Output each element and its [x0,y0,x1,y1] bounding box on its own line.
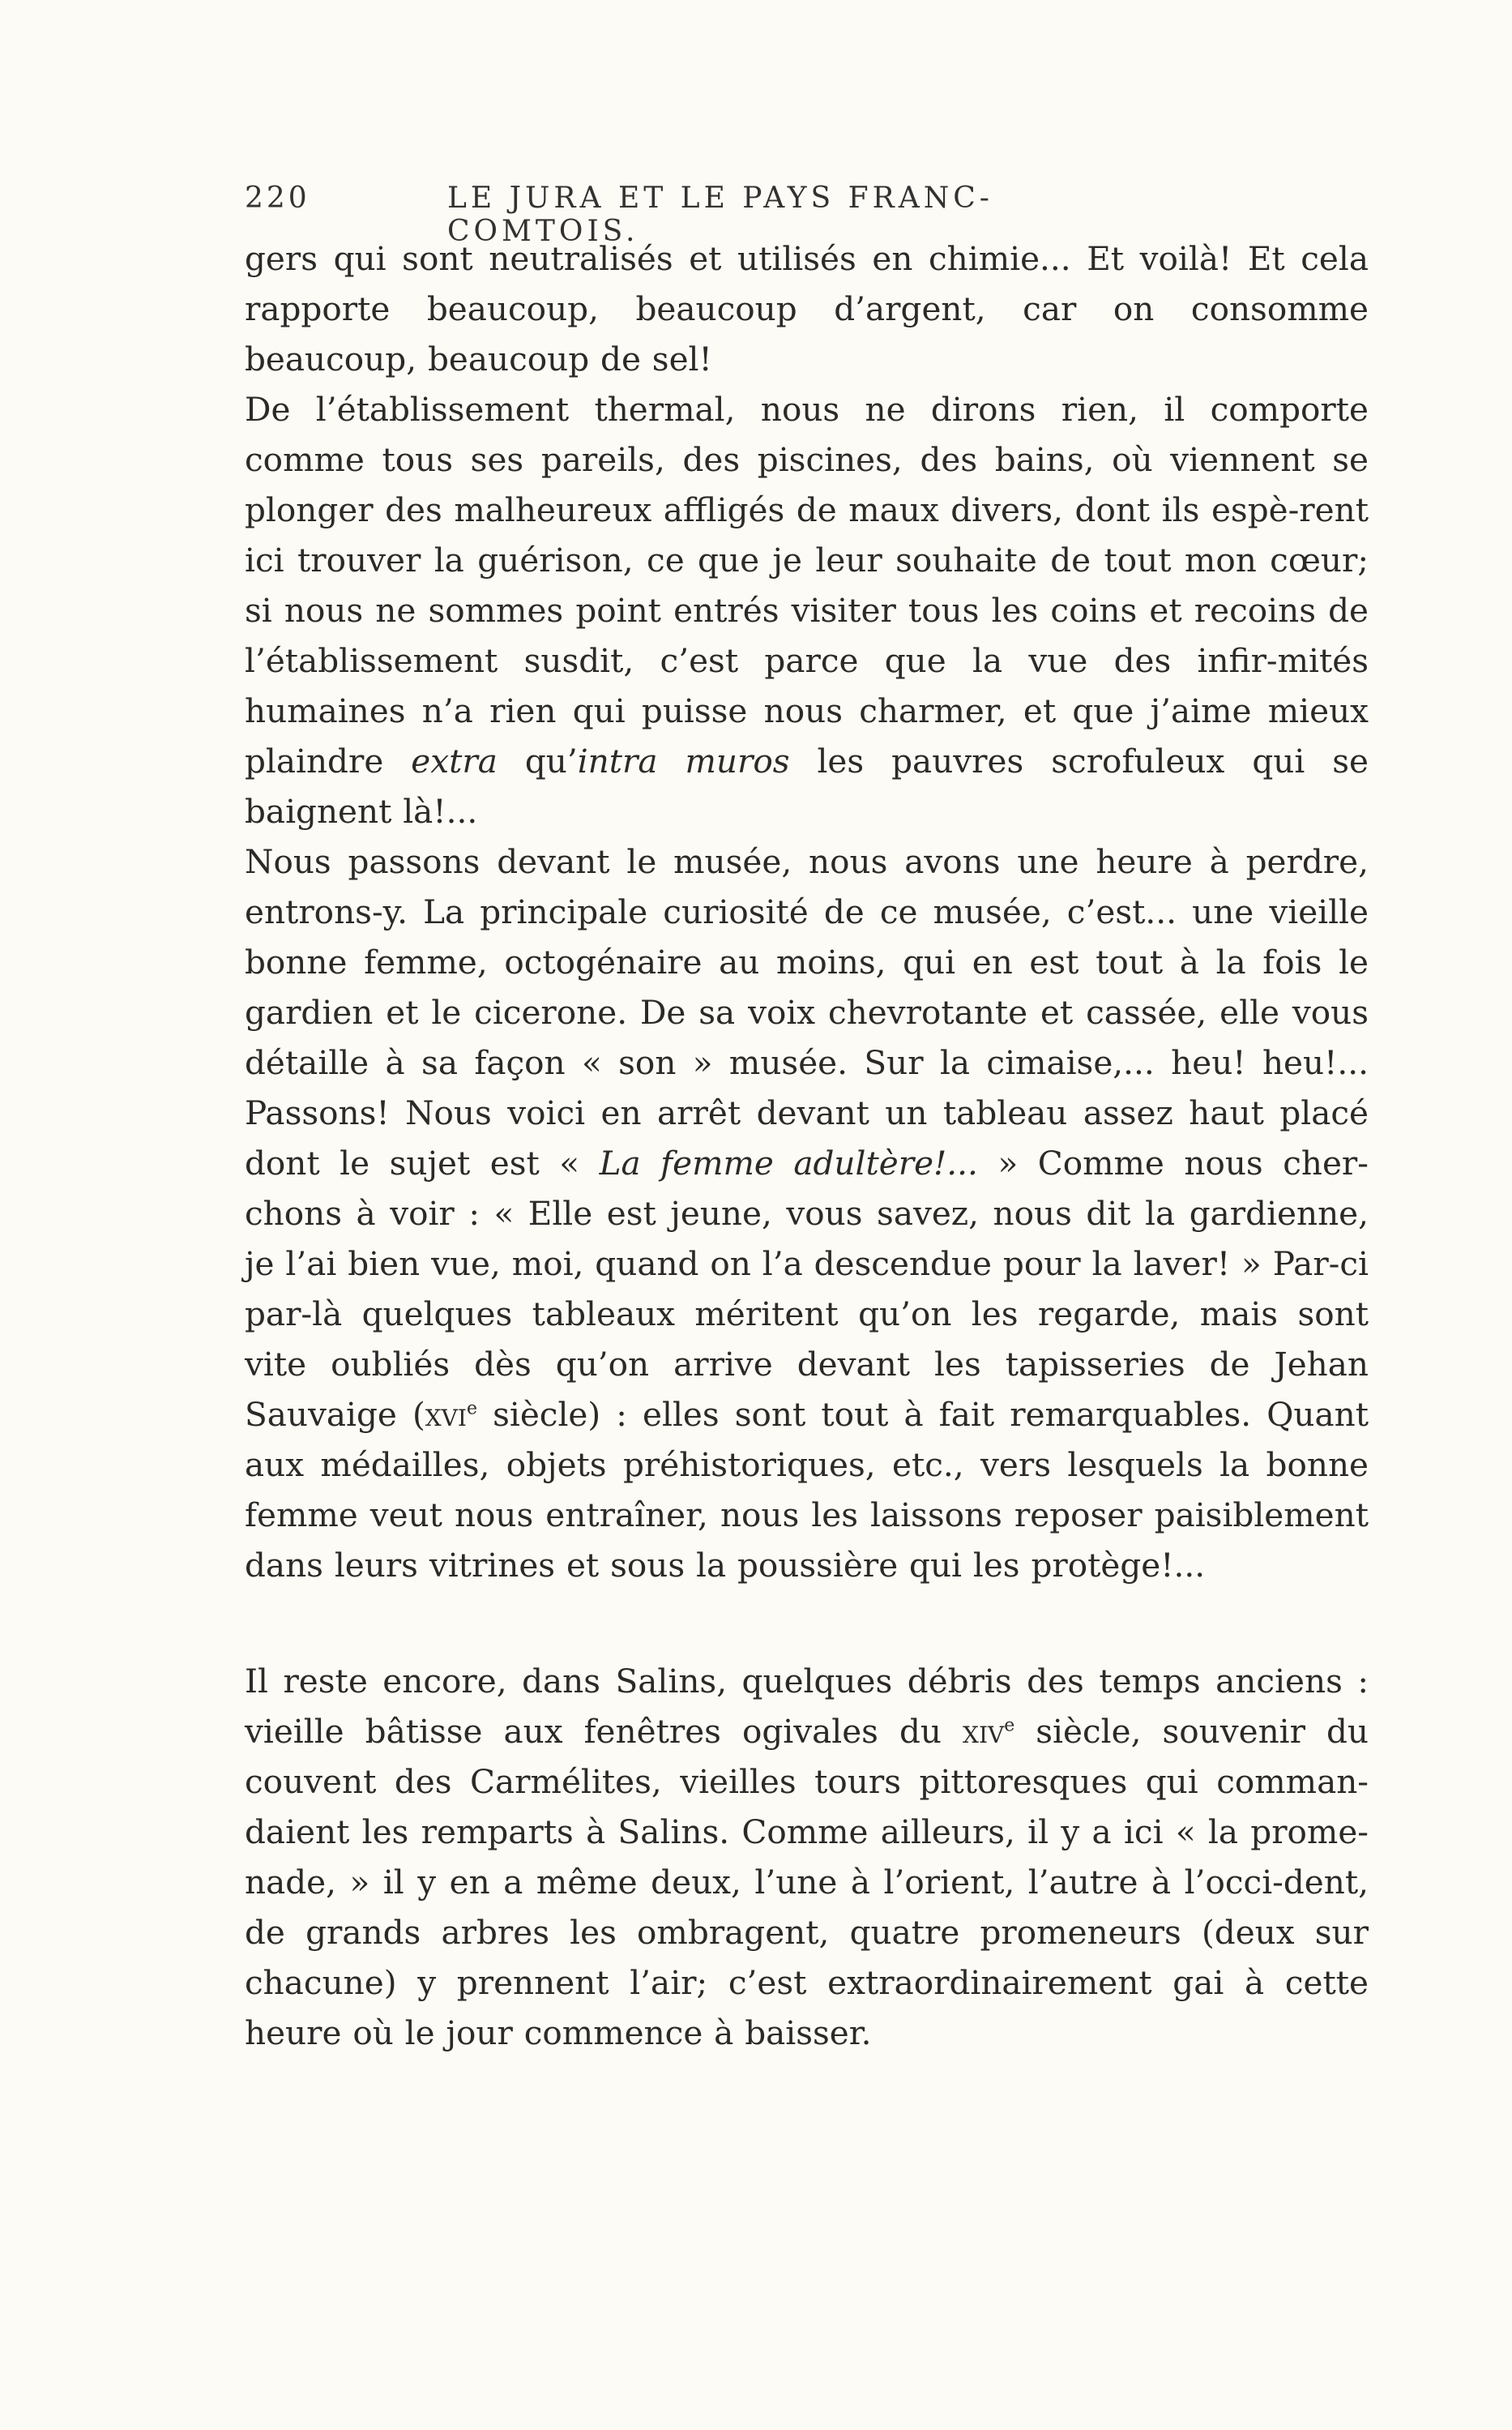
italic-painting-title: La femme adultère!... [599,1144,978,1183]
century-numeral: xvi [425,1395,467,1434]
italic-intra-muros: intra muros [577,742,790,781]
text-block-lower [245,1656,1369,2058]
museum-text-a: Nous passons devant le musée, nous avons une heure à perdre, entrons-y. La principale curiosité de ce musée, c’est... une vieille bonne femme, octogénaire au moins, qui en est tout à la fois le gardien et le cicerone. De sa voix chevrotante et cassée, elle vous détaille à sa façon « son » musée. Sur la cimaise,... heu! heu!... Passons! Nous voici en arrêt devant un tableau assez haut placé dont le sujet est « [245,842,1369,1183]
thermal-text-a: De l’établissement thermal, nous ne dirons rien, il comporte comme tous ses pareils, des piscines, des bains, où viennent se plonger des malheureux affligés de maux divers, dont ils espè-rent ici trouver la guérison, ce que je leur souhaite de tout mon cœur; si nous ne sommes point entrés visiter tous les coins et recoins de l’établissement susdit, c’est parce que la vue des infir-mités humaines n’a rien qui puisse nous charmer, et que j’aime mieux plaindre [245,390,1369,781]
salins-text-b: siècle, souvenir du couvent des Carmélites, vieilles tours pittoresques qui comman-daient les remparts à Salins. Comme ailleurs, il y a ici « la prome-nade, » il y en a même deux, l’une à l’orient, l’autre à l’occi-dent, de grands arbres les ombragent, quatre promeneurs (deux sur chacune) y prennent l’air; c’est extraordinairement gai à cette heure où le jour commence à baisser. [245,1712,1369,2052]
century-superscript: e [466,1398,477,1419]
museum-text-b: » Comme nous cher-chons à voir : « Elle est jeune, vous savez, nous dit la gardienne, je l’ai bien vue, moi, quand on l’a descendue pour la laver! » Par-ci par-là quelques tableaux méritent qu’on les regarde, mais sont vite oubliés dès qu’on arrive devant les tapisseries de Jehan Sauvaige ( [245,1144,1369,1434]
page-header [245,172,1173,248]
museum-text-c: siècle) : elles sont tout à fait remarquables. Quant aux médailles, objets préhistoriques, etc., vers lesquels la bonne femme veut nous entraîner, nous les laissons reposer paisiblement dans leurs vitrines et sous la poussière qui les protège!... [245,1395,1369,1585]
italic-extra: extra [411,742,498,781]
thermal-text-b: qu’ [497,742,578,781]
paragraph-salt: gers qui sont neutralisés et utilisés en chimie... Et voilà! Et cela rapporte beaucoup, beaucoup d’argent, car on consomme beaucoup, beaucoup de sel! [245,239,1369,379]
running-title: LE JURA ET LE PAYS FRANC-COMTOIS. [447,182,993,248]
paragraph-thermal [245,384,1369,836]
paragraph-museum [245,836,1369,1590]
salins-text-a: Il reste encore, dans Salins, quelques débris des temps anciens : vieille bâtisse aux fenêtres ogivales du [245,1662,1369,1751]
page-number: 220 [245,182,310,215]
century-superscript: e [1004,1715,1015,1736]
thermal-text-c: les pauvres scrofuleux qui se baignent là!... [245,742,1369,831]
century-numeral: xiv [963,1712,1005,1751]
text-block-upper [245,233,1369,1590]
paragraph-salins-remains [245,1656,1369,2058]
